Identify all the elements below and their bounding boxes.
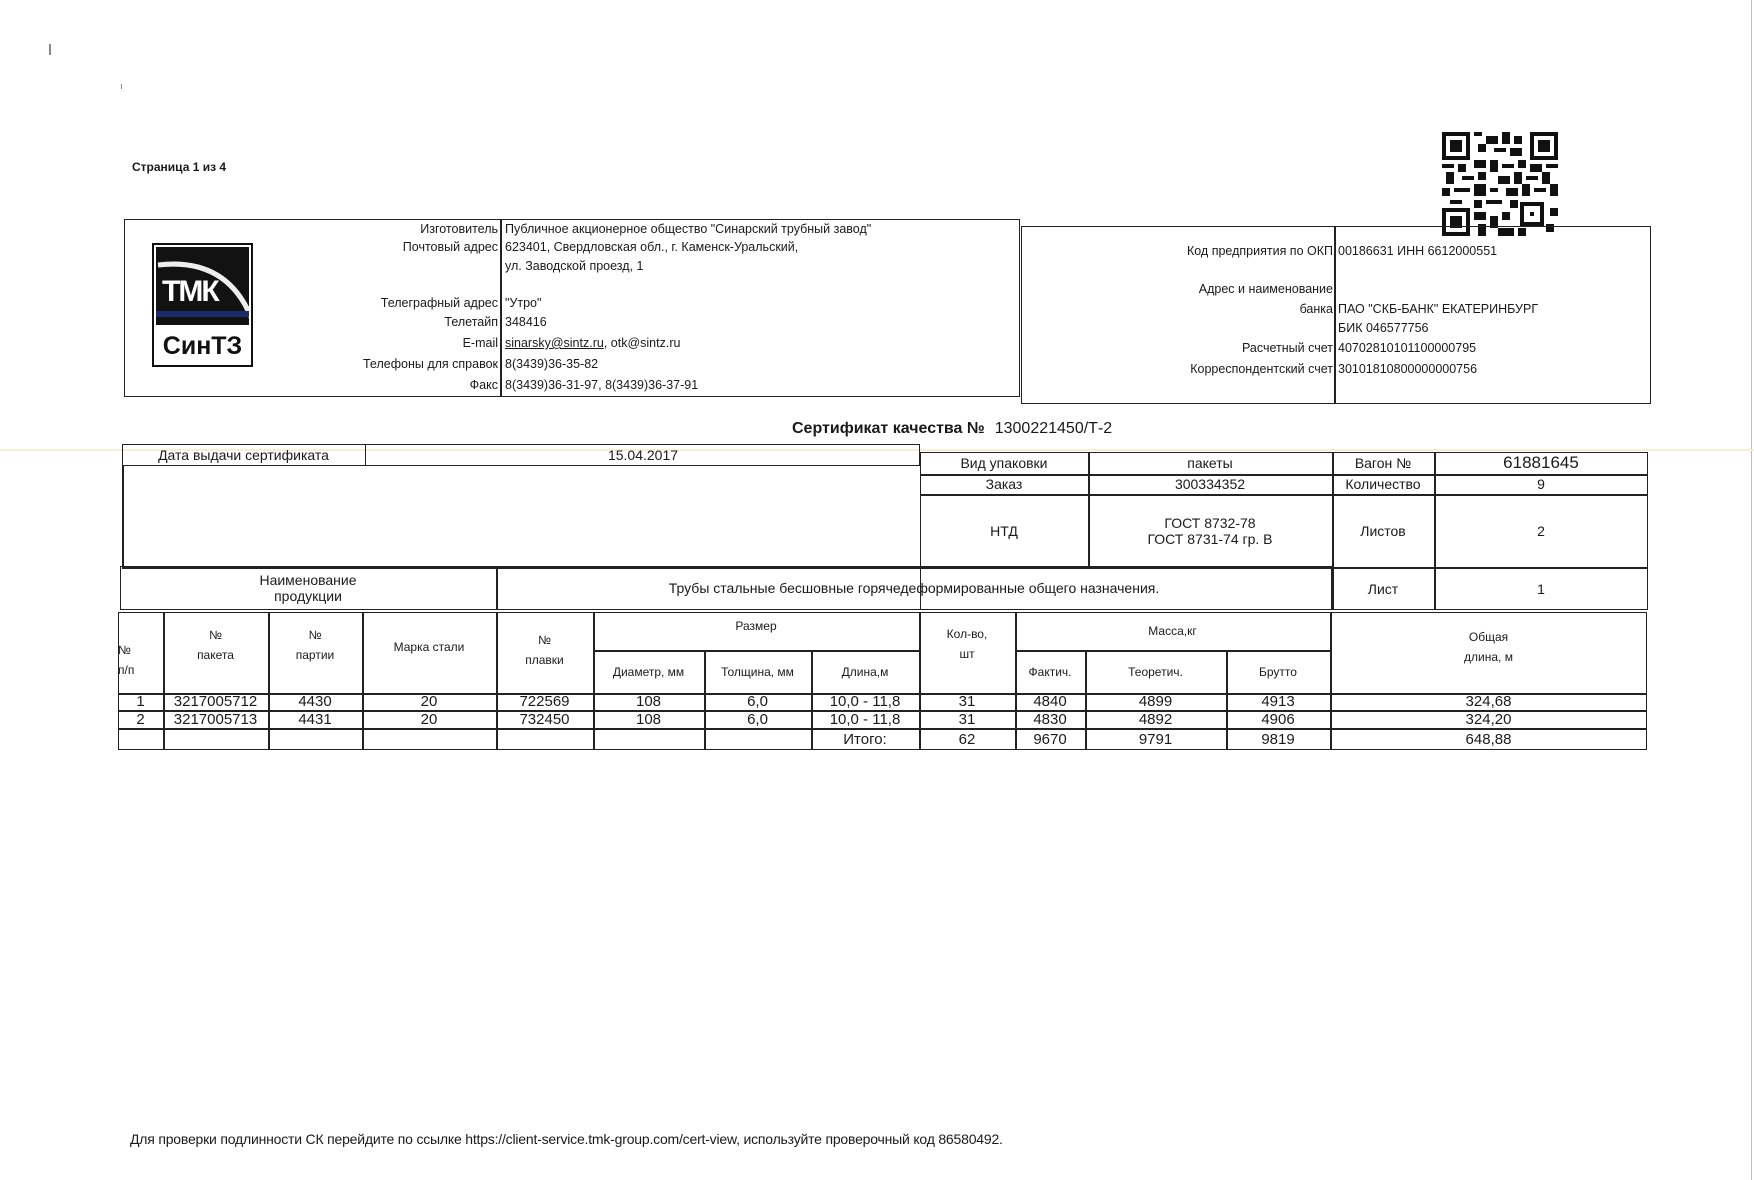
email-label: E-mail [462, 336, 498, 350]
header-total-length-line1: Общая [1468, 629, 1509, 644]
okp-value: 00186631 ИНН 6612000551 [1338, 244, 1498, 258]
sheets-label: Листов [1360, 522, 1406, 539]
table-cell-length: 10,0 - 11,8 [829, 693, 901, 710]
table-cell-batch: 4430 [298, 693, 332, 710]
table-cell-batch: 4431 [298, 710, 332, 728]
corr-account-label: Корреспондентский счет [1190, 362, 1333, 376]
table-cell-length: 10,0 - 11,8 [829, 710, 901, 728]
postal-address-line2: ул. Заводской проезд, 1 [505, 259, 644, 273]
certificate-title-text: Сертификат качества № [792, 420, 985, 437]
email-secondary: , otk@sintz.ru [603, 336, 681, 350]
divider [1334, 226, 1336, 404]
table-cell-diameter: 108 [635, 693, 662, 710]
postal-address-line1: 623401, Свердловская обл., г. Каменск-Уральский, [505, 240, 799, 254]
header-length: Длина,м [841, 664, 889, 679]
table-cell-steel: 20 [420, 693, 438, 710]
account-label: Расчетный счет [1242, 341, 1333, 355]
table-cell-num: 2 [136, 710, 145, 728]
table-cell-heat: 732450 [519, 710, 570, 728]
certificate-title [792, 420, 1112, 438]
header-package-line1: № [209, 627, 222, 642]
wagon-value: 61881645 [1503, 453, 1579, 472]
wagon-label: Вагон № [1354, 455, 1412, 471]
table-cell-package: 3217005713 [173, 710, 258, 728]
manufacturer-value: Публичное акционерное общество "Синарский трубный завод" [505, 222, 872, 236]
teletype-label: Телетайп [444, 315, 498, 329]
header-package-line2: пакета [197, 647, 234, 662]
table-cell-num: 1 [136, 693, 145, 710]
ntd-standard-1: ГОСТ 8732-78 [1164, 514, 1256, 531]
quantity-label: Количество [1345, 476, 1421, 492]
logo-name: СинТЗ [162, 332, 243, 360]
issue-date-label: Дата выдачи сертификата [122, 444, 366, 466]
totals-qty: 62 [958, 730, 976, 748]
totals-mass-gross: 9819 [1261, 730, 1295, 748]
company-logo [152, 243, 253, 367]
table-cell-mass_theor: 4899 [1138, 693, 1173, 710]
fax-value: 8(3439)36-31-97, 8(3439)36-37-91 [505, 378, 699, 392]
sheet-label: Лист [1367, 580, 1399, 597]
bank-frame [1021, 226, 1651, 404]
table-cell-mass_actual: 4830 [1033, 710, 1067, 728]
ntd-value [1088, 494, 1332, 567]
header-mass: Масса,кг [1148, 624, 1197, 638]
table-cell-mass_theor: 4892 [1138, 710, 1173, 728]
telegraph-value: "Утро" [505, 296, 542, 310]
phones-label: Телефоны для справок [363, 357, 498, 371]
ntd-standard-2: ГОСТ 8731-74 гр. В [1147, 530, 1273, 547]
fax-label: Факс [469, 378, 498, 392]
totals-mass-actual: 9670 [1033, 730, 1067, 748]
header-thickness: Толщина, мм [721, 664, 794, 679]
sheets-value: 2 [1537, 522, 1545, 539]
qr-code [1442, 132, 1558, 236]
table-cell-total_length: 324,20 [1465, 710, 1512, 728]
ntd-label: НТД [990, 522, 1018, 539]
quantity-value: 9 [1537, 476, 1545, 492]
header-num [118, 612, 163, 693]
order-label: Заказ [985, 476, 1023, 492]
header-heat-line1: № [538, 632, 551, 647]
divider [122, 466, 124, 568]
table-cell-diameter: 108 [635, 710, 662, 728]
header-heat [496, 612, 593, 687]
corr-account-value: 30101810800000000756 [1338, 362, 1478, 376]
telegraph-label: Телеграфный адрес [380, 296, 498, 310]
verification-note: Для проверки подлинности СК перейдите по ссылке https://client-service.tmk-group.com/cert-view, используйте проверочный код 86580492. [130, 1131, 1003, 1147]
product-name: Трубы стальные бесшовные горячедеформированные общего назначения. [668, 580, 1160, 596]
divider [500, 219, 502, 397]
bank-bik: БИК 046577756 [1338, 321, 1429, 335]
phones-value: 8(3439)36-35-82 [505, 357, 599, 371]
table-cell-mass_gross: 4906 [1261, 710, 1295, 728]
header-mass-theor: Теоретич. [1128, 664, 1183, 679]
table-cell-package: 3217005712 [173, 693, 258, 710]
header-package [163, 612, 268, 677]
table-cell-thickness: 6,0 [747, 693, 768, 710]
table-cell-total_length: 324,68 [1465, 693, 1512, 710]
issue-date-value: 15.04.2017 [607, 447, 679, 463]
header-mass-gross: Брутто [1259, 664, 1297, 679]
bank-name: ПАО "СКБ-БАНК" ЕКАТЕРИНБУРГ [1338, 302, 1539, 316]
certificate-number: 1300221450/Т-2 [994, 420, 1113, 437]
totals-label: Итого: [843, 730, 887, 748]
header-mass-actual: Фактич. [1028, 664, 1072, 679]
table-cell-qty: 31 [958, 710, 976, 728]
bank-address-label-1: Адрес и наименование [1198, 282, 1333, 296]
scan-speck [49, 44, 51, 55]
scan-speck [121, 84, 122, 89]
product-label-line2: продукции [274, 588, 342, 604]
account-value: 40702810101100000795 [1338, 341, 1477, 355]
header-total-length [1330, 612, 1647, 681]
okp-label: Код предприятия по ОКП [1186, 244, 1333, 258]
manufacturer-label: Изготовитель [420, 222, 498, 236]
header-batch-line1: № [308, 627, 322, 642]
packaging-value: пакеты [1187, 455, 1233, 471]
header-size: Размер [735, 619, 777, 633]
bank-address-label-2: банка [1299, 302, 1333, 316]
logo-abbr: ТМК [162, 275, 218, 308]
header-batch [268, 612, 362, 677]
teletype-value: 348416 [505, 315, 547, 329]
sheet-value: 1 [1537, 580, 1545, 597]
product-label-line1: Наименование [259, 572, 357, 588]
header-total-length-line2: длина, м [1464, 649, 1513, 664]
table-cell-steel: 20 [420, 710, 438, 728]
email-link[interactable]: sinarsky@sintz.ru [505, 336, 604, 350]
header-num-line1: № [118, 642, 131, 657]
scan-edge-line [1751, 0, 1752, 1180]
totals-total-length: 648,88 [1465, 730, 1512, 748]
header-qty-line1: Кол-во, [946, 626, 988, 641]
postal-address-label: Почтовый адрес [402, 240, 498, 254]
product-label [120, 566, 496, 610]
header-steel: Марка стали [393, 639, 465, 654]
header-qty [919, 612, 1015, 675]
totals-mass-theor: 9791 [1138, 730, 1173, 748]
table-cell-mass_actual: 4840 [1033, 693, 1067, 710]
table-cell-mass_gross: 4913 [1261, 693, 1295, 710]
table-cell-thickness: 6,0 [747, 710, 768, 728]
header-qty-line2: шт [959, 646, 975, 661]
page-indicator: Страница 1 из 4 [132, 160, 227, 174]
packaging-label: Вид упаковки [960, 455, 1048, 471]
order-value: 300334352 [1174, 476, 1246, 492]
header-heat-line2: плавки [525, 652, 564, 667]
email-value [505, 336, 680, 350]
header-batch-line2: партии [295, 647, 335, 662]
header-num-line2: п/п [118, 662, 135, 677]
table-cell-heat: 722569 [519, 693, 570, 710]
table-cell-qty: 31 [958, 693, 976, 710]
header-diameter: Диаметр, мм [612, 664, 685, 679]
